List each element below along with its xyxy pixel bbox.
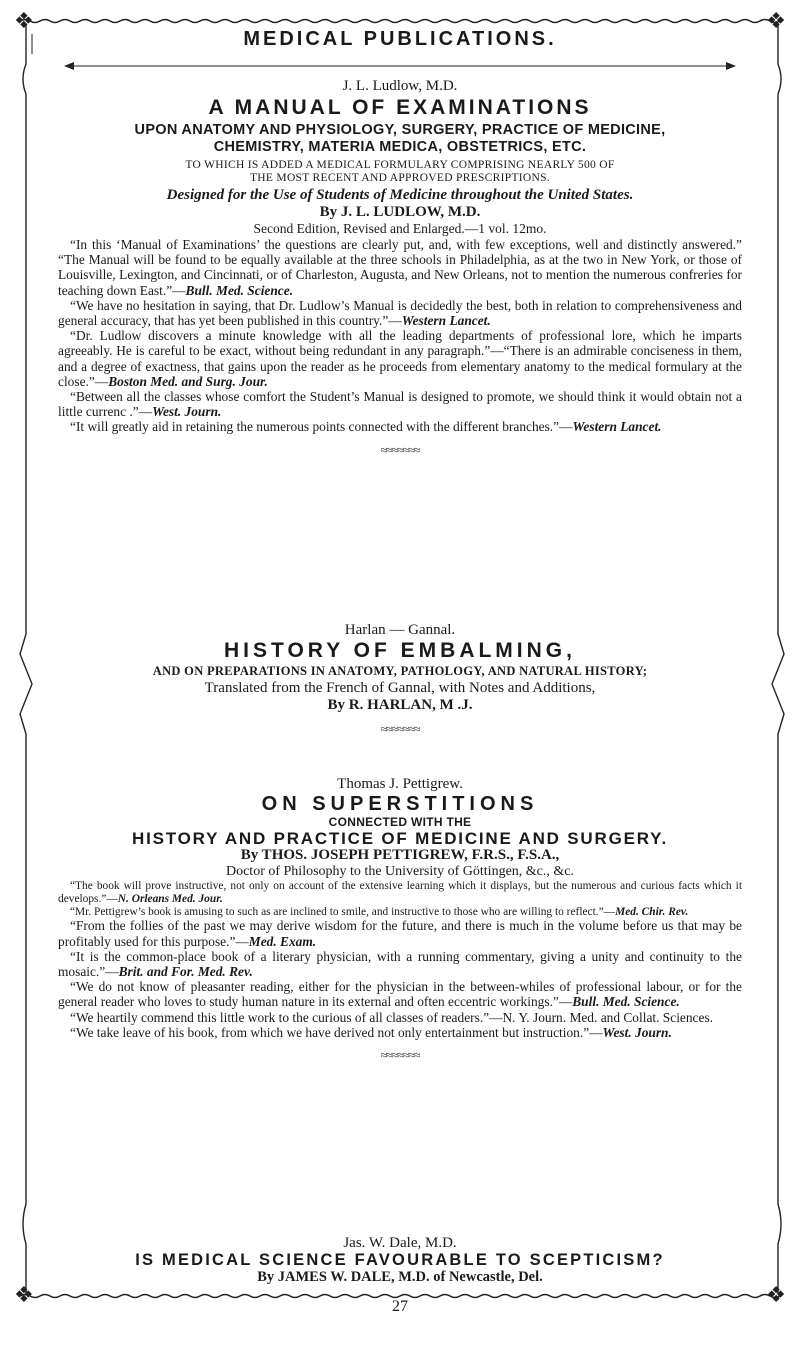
- entry-subtitle-line: CHEMISTRY, MATERIA MEDICA, OBSTETRICS, ETC.: [213, 139, 587, 155]
- entry-pettigrew: [58, 776, 742, 1063]
- entry-edition: Second Edition, Revised and Enlarged.—1 vol. 12mo.: [253, 221, 547, 236]
- running-head-arrow-rule: [64, 60, 736, 72]
- page-number: 27: [392, 1298, 408, 1315]
- entry-by-line: By R. HARLAN, M .J.: [327, 697, 473, 713]
- entry-addition-line: TO WHICH IS ADDED A MEDICAL FORMULARY COMPRISING NEARLY 500 OF: [185, 159, 615, 171]
- corner-ornament-icon: ❖: [766, 1282, 786, 1307]
- review-quote: “It will greatly aid in retaining the numerous points connected with the different branches.”—Western Lancet.: [70, 419, 662, 435]
- entry-addition-line: THE MOST RECENT AND APPROVED PRESCRIPTIONS.: [249, 172, 551, 184]
- section-divider-ornament: ≈≈≈≈≈≈≈: [380, 1048, 420, 1063]
- entry-by-line: By JAMES W. DALE, M.D. of Newcastle, Del.: [257, 1269, 543, 1285]
- entry-harlan: [58, 622, 742, 737]
- review-quote: “We have no hesitation in saying, that Dr. Ludlow’s Manual is decidedly the best, both in relation to comprehensiveness and general accuracy, that has yet been published in this country.”—Western Lancet.: [58, 297, 742, 329]
- entry-subtitle-line: AND ON PREPARATIONS IN ANATOMY, PATHOLOGY, AND NATURAL HISTORY;: [152, 664, 648, 678]
- entry-short-author: Thomas J. Pettigrew.: [337, 776, 463, 792]
- entry-subtitle-line: UPON ANATOMY AND PHYSIOLOGY, SURGERY, PRACTICE OF MEDICINE,: [134, 122, 666, 138]
- left-ornamental-border: [18, 24, 48, 1294]
- entry-short-author: Harlan — Gannal.: [344, 622, 456, 638]
- entry-short-author: J. L. Ludlow, M.D.: [342, 78, 458, 94]
- right-ornamental-border: [756, 24, 786, 1294]
- review-quote: “Mr. Pettigrew’s book is amusing to such as are inclined to smile, and instructive to those who are willing to reflect.”—Med. Chir. Rev.: [70, 905, 689, 918]
- review-quote: “In this ‘Manual of Examinations’ the questions are clearly put, and, with few exceptions, well and distinctly answered.” “The Manual will be found to be equally available at the three schools in Philadelphia, as at the two in New York, or those of Louisville, Lexington, and Cincinnati, or of Charleston, Augusta, and New Orleans, not to mention the numerous confreries for teaching down East.”—Bull. Med. Science.: [58, 237, 742, 298]
- review-quote: “It is the common-place book of a literary physician, with a running commentary, giving a unity and continuity to the mosaic.”—Brit. and For. Med. Rev.: [58, 948, 742, 979]
- review-quote: “We take leave of his book, from which we have derived not only entertainment but instruction.”—West. Journ.: [70, 1024, 672, 1040]
- top-ornamental-rule: [20, 18, 780, 24]
- review-quote: “Between all the classes whose comfort the Student’s Manual is designed to promote, we should think it would obtain not a little currenc .”—West. Journ.: [58, 389, 742, 420]
- running-head: MEDICAL PUBLICATIONS.: [243, 28, 557, 50]
- review-quote: “Dr. Ludlow discovers a minute knowledge with all the leading departments of professional lore, which he imparts agreeably. He is careful to be exact, without being redundant in any paragraph.”—“There is an admirable conciseness in them, and a degree of exactness, that gains upon the reader as he proceeds from elementary anatomy to the medical formulary at the close.”—Boston Med. and Surg. Jour.: [58, 328, 742, 389]
- entry-connected-with: CONNECTED WITH THE: [328, 815, 472, 829]
- entry-ludlow: [58, 78, 742, 458]
- review-quote: “From the follies of the past we may derive wisdom for the future, and there is much in the volume before us that may be profitably used for this purpose.”—Med. Exam.: [58, 918, 742, 949]
- entry-subtitle-line: HISTORY AND PRACTICE OF MEDICINE AND SURGERY.: [132, 829, 668, 848]
- section-divider-ornament: ≈≈≈≈≈≈≈: [380, 722, 420, 736]
- entry-by-line: By THOS. JOSEPH PETTIGREW, F.R.S., F.S.A.,: [240, 847, 560, 863]
- entry-translated: Translated from the French of Gannal, with Notes and Additions,: [204, 680, 596, 696]
- entry-title: ON SUPERSTITIONS: [261, 793, 539, 815]
- corner-ornament-icon: ❖: [766, 8, 786, 33]
- entry-title: IS MEDICAL SCIENCE FAVOURABLE TO SCEPTICISM?: [135, 1251, 665, 1269]
- review-quote: “The book will prove instructive, not only on account of the extensive learning which it displays, but the numerous and curious facts which it develops.”—N. Orleans Med. Jour.: [58, 880, 742, 905]
- entry-dale: [58, 1235, 742, 1286]
- entry-title: A MANUAL OF EXAMINATIONS: [208, 96, 592, 119]
- entry-degree: Doctor of Philosophy to the University of Göttingen, &c., &c.: [225, 864, 574, 879]
- corner-ornament-icon: ❖: [14, 8, 34, 33]
- review-quote: “We do not know of pleasanter reading, either for the physician in the between-whiles of professional labour, or for the general reader who loves to study human nature in its external and often eccentric workings.”—Bull. Med. Science.: [58, 979, 742, 1010]
- entry-by-line: By J. L. LUDLOW, M.D.: [319, 204, 481, 220]
- entry-short-author: Jas. W. Dale, M.D.: [343, 1235, 457, 1251]
- entry-designed-for: Designed for the Use of Students of Medicine throughout the United States.: [166, 187, 634, 203]
- entry-title: HISTORY OF EMBALMING,: [224, 639, 576, 662]
- review-quote: “We heartily commend this little work to the curious of all classes of readers.”—N. Y. Journ. Med. and Collat. Sciences.: [70, 1009, 713, 1025]
- corner-ornament-icon: ❖: [14, 1282, 34, 1307]
- section-divider-ornament: ≈≈≈≈≈≈≈: [380, 442, 420, 457]
